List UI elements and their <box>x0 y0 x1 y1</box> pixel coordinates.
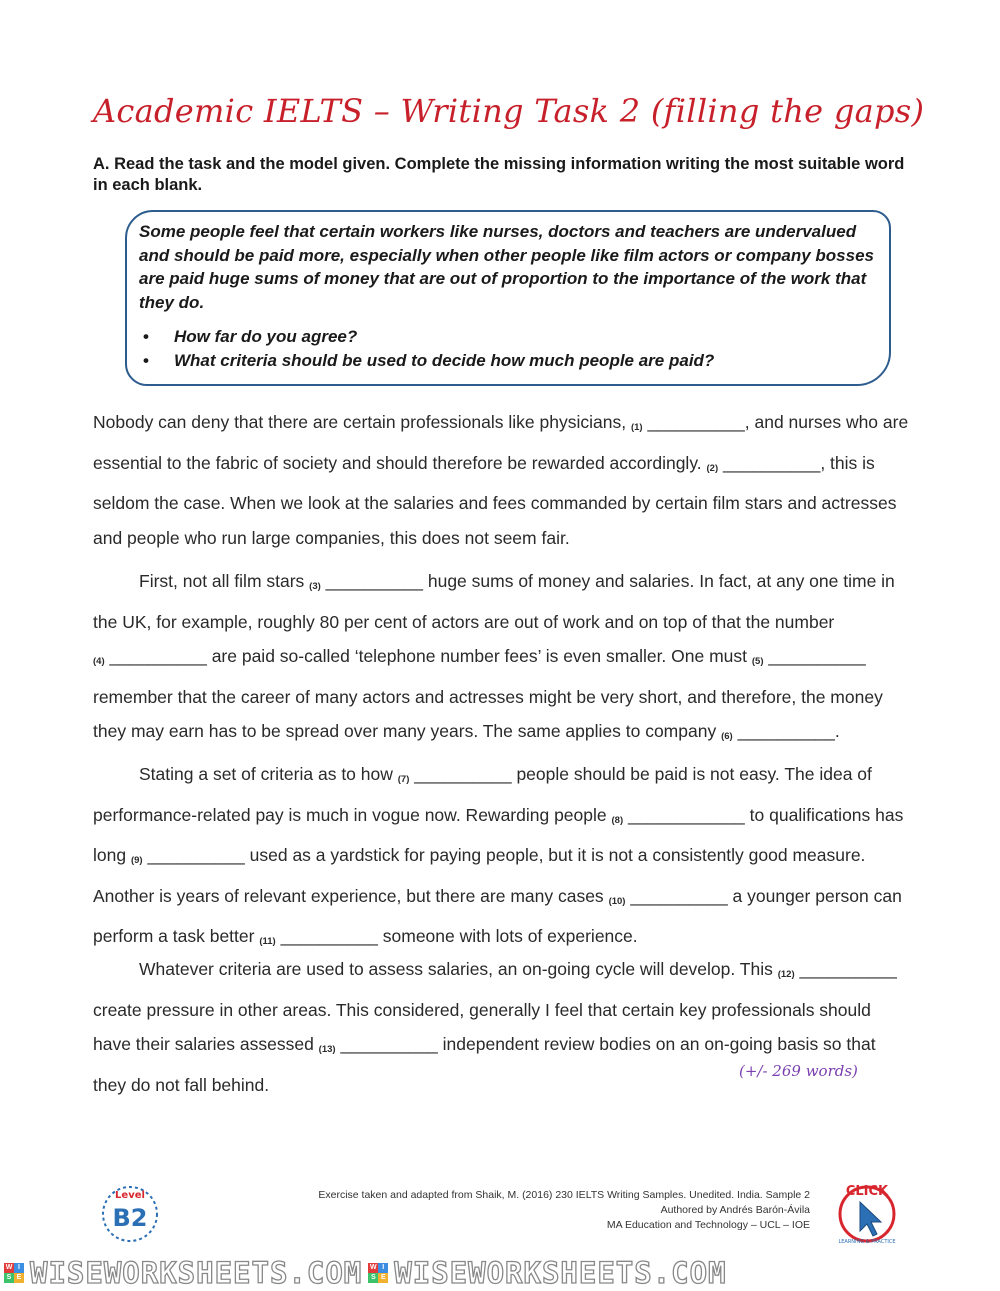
gap-number: (13) <box>318 1044 336 1055</box>
click-logo-icon <box>826 1176 908 1246</box>
gap-blank[interactable]: __________ <box>147 845 245 865</box>
gap-number: (8) <box>611 814 624 826</box>
svg-text:Level: Level <box>115 1190 145 1201</box>
gap-blank[interactable]: __________ <box>737 721 835 741</box>
gap-blank[interactable]: __________ <box>768 646 866 666</box>
gap-blank[interactable]: __________ <box>647 412 745 432</box>
page-title: Academic IELTS – Writing Task 2 (filling the gaps) <box>93 92 925 130</box>
paragraph-1: Nobody can deny that there are certain professionals like physicians, (1) __________, and nurses who are essential to the fabric of society and should therefore be rewarded accordingly. (2) __________, this is seldom the case. When we look at the salaries and fees commanded by certain film stars and actresses and people who run large companies, this does not seem fair. <box>93 412 909 548</box>
svg-text:LEARNING & PRACTICE: LEARNING & PRACTICE <box>838 1239 896 1245</box>
brand-text: WISEWORKSHEETS.COM <box>30 1255 363 1290</box>
gap-blank[interactable]: ____________ <box>628 804 745 825</box>
gap-blank[interactable]: __________ <box>280 926 378 946</box>
gap-blank[interactable]: __________ <box>414 764 512 784</box>
bullet-item: • What criteria should be used to decide how much people are paid? <box>143 351 715 370</box>
gap-number: (9) <box>130 855 143 866</box>
gap-blank[interactable]: __________ <box>799 959 897 979</box>
gap-blank[interactable]: __________ <box>340 1034 438 1054</box>
bullet-item: • How far do you agree? <box>143 327 358 346</box>
gap-blank[interactable]: __________ <box>109 646 207 666</box>
gap-number: (4) <box>93 656 105 667</box>
gap-number: (10) <box>608 895 626 907</box>
paragraph-2: First, not all film stars (3) __________ huge sums of money and salaries. In fact, at any one time in the UK, for example, roughly 80 per cent of actors are out of work and on top of that the number (4) __________ are paid so-called ‘telephone number fees’ is even smaller. One must (5) __________ remember that the career of many actors and actresses might be very short, and therefore, the money they may earn has to be spread over many years. The same applies to company (6) __________. <box>93 571 895 742</box>
gap-number: (3) <box>309 581 321 592</box>
gap-number: (2) <box>706 462 719 474</box>
brand-watermark <box>0 1254 1000 1291</box>
gap-blank[interactable]: __________ <box>325 571 423 591</box>
task-prompt: Some people feel that certain workers like nurses, doctors and teachers are undervalued and should be paid more, especially when other people like film actors or company bosses are paid huge sums of money that are out of proportion to the importance of the work that they do. <box>139 222 874 312</box>
svg-text:B2: B2 <box>112 1204 148 1232</box>
brand-logo-icon: W I S E <box>4 1263 24 1283</box>
gap-number: (6) <box>721 731 733 742</box>
gap-number: (12) <box>777 969 795 980</box>
gap-blank[interactable]: __________ <box>630 885 728 906</box>
gap-blank[interactable]: __________ <box>723 452 821 473</box>
task-bullets <box>143 325 714 373</box>
paragraph-4: Whatever criteria are used to assess salaries, an on-going cycle will develop. This (12) __________ create pressure in other areas. This considered, generally I feel that certain key professionals should have their salaries assessed (13) __________ independent review bodies on an on-going basis so that they do not fall behind. <box>93 959 897 1095</box>
footer-credits: Exercise taken and adapted from Shaik, M. (2016) 230 IELTS Writing Samples. Unedited. India. Sample 2 Authored by Andrés Barón-Ávila MA Education and Technology – UCL – IOE <box>318 1189 810 1231</box>
gap-number: (11) <box>259 936 276 947</box>
instruction-text: A. Read the task and the model given. Complete the missing information writing the most suitable word in each blank. <box>93 155 905 194</box>
brand-logo-icon: W I S E <box>368 1263 388 1283</box>
gap-number: (1) <box>630 422 643 433</box>
svg-text:CLICK: CLICK <box>845 1184 889 1199</box>
level-b2-badge-icon <box>95 1180 165 1244</box>
word-count: (+/- 269 words) <box>739 1062 858 1080</box>
gap-number: (7) <box>397 774 410 785</box>
gap-number: (5) <box>751 656 764 667</box>
brand-text: WISEWORKSHEETS.COM <box>394 1255 727 1290</box>
paragraph-3: Stating a set of criteria as to how (7) __________ people should be paid is not easy. The idea of performance-related pay is much in vogue now. Rewarding people (8) ____________ to qualifications has long (9) __________ used as a yardstick for paying people, but it is not a consistently good measure. Another is years of relevant experience, but there are many cases (10) __________ a younger person can perform a task better (11) __________ someone with lots of experience. <box>93 764 904 947</box>
